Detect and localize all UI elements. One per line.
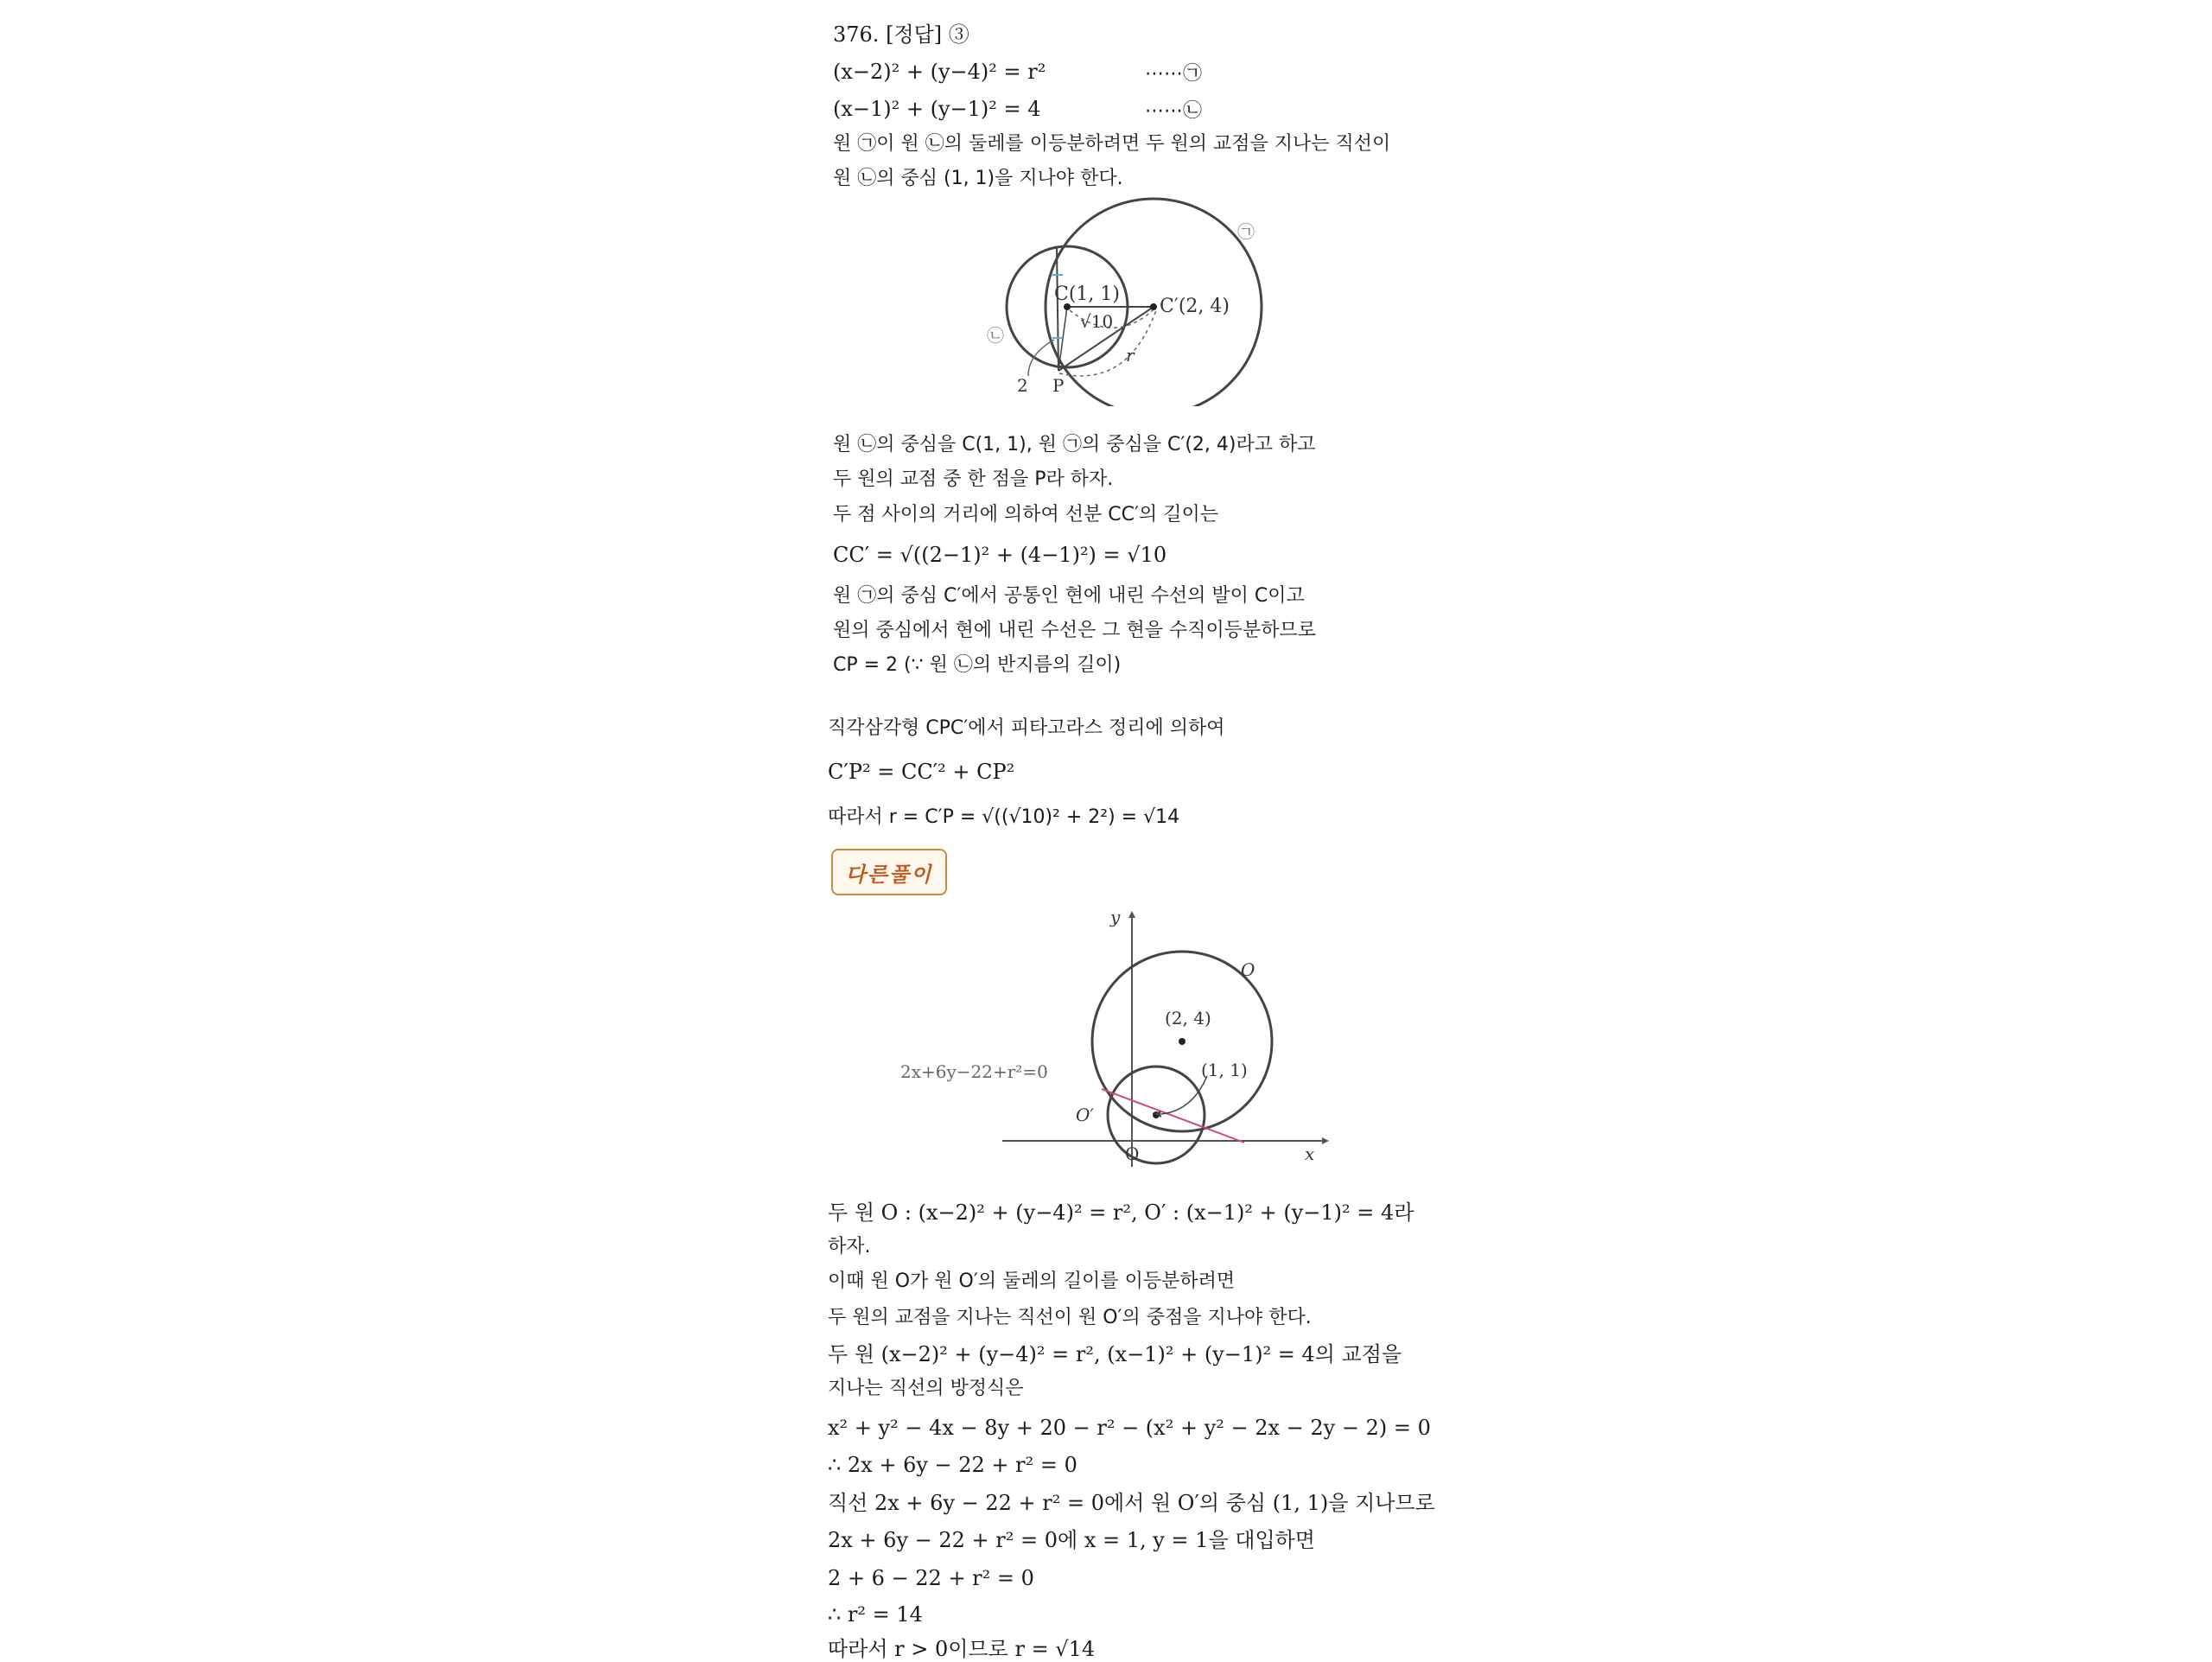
solution-line-9: C′P² = CC′² + CP² [828, 760, 1015, 784]
solution-line-8: 직각삼각형 CPC′에서 피타고라스 정리에 의하여 [828, 717, 1225, 739]
alt-line-11: 2 + 6 − 22 + r² = 0 [828, 1566, 1034, 1590]
label-axis-x: x [1305, 1143, 1315, 1164]
label-c-prime: C′(2, 4) [1160, 296, 1230, 317]
solution-line-6: 원의 중심에서 현에 내린 수선은 그 현을 수직이등분하므로 [833, 620, 1317, 641]
equation-1-marker: ⋯⋯㉠ [1145, 63, 1203, 85]
label-c: C(1, 1) [1054, 283, 1120, 305]
x-axis-arrow [1322, 1137, 1329, 1144]
intro-line-2: 원 ㉡의 중심 (1, 1)을 지나야 한다. [833, 168, 1123, 189]
alt-line-10: 2x + 6y − 22 + r² = 0에 x = 1, y = 1을 대입하면 [828, 1528, 1315, 1552]
label-center-small: (1, 1) [1201, 1060, 1248, 1080]
label-circle-1: ㉠ [1237, 221, 1255, 242]
point-c-prime [1150, 303, 1157, 310]
solution-line-10: 따라서 r = C′P = √((√10)² + 2²) = √14 [828, 806, 1180, 828]
label-2: 2 [1017, 375, 1028, 396]
label-r: r [1126, 345, 1135, 366]
alt-line-12: ∴ r² = 14 [828, 1602, 923, 1627]
alt-line-5: 두 원 (x−2)² + (y−4)² = r², (x−1)² + (y−1)² = 4의 교점을 [828, 1342, 1402, 1366]
problem-header: 376. [정답] ③ [833, 22, 969, 47]
label-sqrt10: √10 [1080, 311, 1114, 332]
center-big [1179, 1038, 1185, 1045]
label-circle-O: O [1241, 959, 1255, 980]
solution-line-5: 원 ㉠의 중심 C′에서 공통인 현에 내린 수선의 발이 C이고 [833, 585, 1305, 607]
intro-line-1: 원 ㉠이 원 ㉡의 둘레를 이등분하려면 두 원의 교점을 지나는 직선이 [833, 133, 1391, 155]
equation-2: (x−1)² + (y−1)² = 4 [833, 97, 1041, 121]
alt-solution-badge: 다른풀이 [831, 849, 947, 895]
alt-line-8: ∴ 2x + 6y − 22 + r² = 0 [828, 1453, 1077, 1477]
label-center-big: (2, 4) [1165, 1008, 1211, 1028]
brace-2 [1028, 340, 1054, 376]
solution-line-7: CP = 2 (∵ 원 ㉡의 반지름의 길이) [833, 654, 1122, 676]
alt-line-1: 두 원 O : (x−2)² + (y−4)² = r², O′ : (x−1)² + (y−1)² = 4라 [828, 1200, 1414, 1225]
solution-line-2: 두 원의 교점 중 한 점을 P라 하자. [833, 468, 1114, 490]
alt-line-6: 지나는 직선의 방정식은 [828, 1378, 1024, 1399]
y-axis-arrow [1128, 911, 1135, 918]
solution-line-1: 원 ㉡의 중심을 C(1, 1), 원 ㉠의 중심을 C′(2, 4)라고 하고 [833, 434, 1316, 455]
alt-line-3: 이때 원 O가 원 O′의 둘레의 길이를 이등분하려면 [828, 1270, 1236, 1292]
label-origin: O [1125, 1143, 1140, 1164]
label-chord-line: 2x+6y−22+r²=0 [900, 1061, 1048, 1082]
chord-line [1102, 1089, 1244, 1143]
label-axis-y: y [1110, 907, 1121, 927]
alt-line-2: 하자. [828, 1236, 871, 1258]
figure-coordinate-plane [899, 907, 1331, 1184]
label-p: P [1052, 375, 1065, 396]
solution-line-3: 두 점 사이의 거리에 의하여 선분 CC′의 길이는 [833, 504, 1218, 525]
equation-2-marker: ⋯⋯㉡ [1145, 100, 1203, 122]
alt-line-7: x² + y² − 4x − 8y + 20 − r² − (x² + y² − 2x − 2y − 2) = 0 [828, 1416, 1431, 1440]
equation-1: (x−2)² + (y−4)² = r² [833, 60, 1046, 84]
solution-line-4: CC′ = √((2−1)² + (4−1)²) = √10 [833, 543, 1167, 567]
alt-line-9: 직선 2x + 6y − 22 + r² = 0에서 원 O′의 중심 (1, 1)을 지나므로 [828, 1491, 1435, 1515]
label-circle-O-prime: O′ [1076, 1105, 1094, 1125]
alt-line-4: 두 원의 교점을 지나는 직선이 원 O′의 중점을 지나야 한다. [828, 1307, 1312, 1328]
figure-two-circles [976, 194, 1279, 406]
label-circle-2: ㉡ [987, 325, 1004, 346]
alt-line-13: 따라서 r > 0이므로 r = √14 [828, 1637, 1096, 1661]
